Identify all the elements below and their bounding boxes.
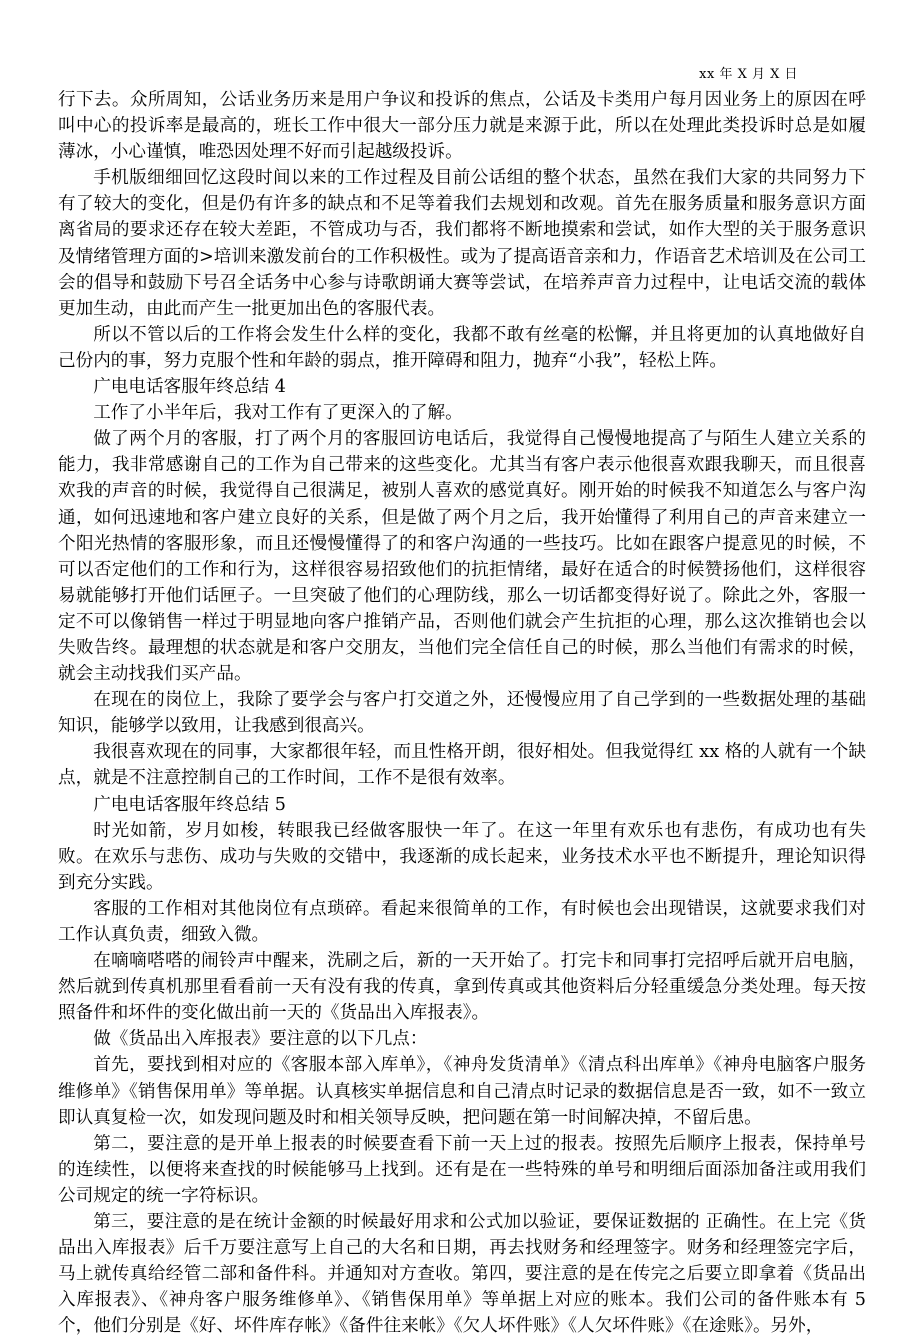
body-paragraph: 做了两个月的客服，打了两个月的客服回访电话后，我觉得自己慢慢地提高了与陌生人建立关系的能力，我非常感谢自己的工作为自己带来的这些变化。尤其当有客户表示他很喜欢跟我聊天，而且很喜欢我的声音的时候，我觉得自己很满足，被别人喜欢的感觉真好。刚开始的时候我不知道怎么与客户沟通，如何迅速地和客户建立良好的关系，但是做了两个月之后，我开始懂得了利用自己的声音来建立一个阳光热情的客服形象，而且还慢慢懂得了的和客户沟通的一些技巧。比如在跟客户提意见的时候，不可以否定他们的工作和行为，这样很容易招致他们的抗拒情绪，最好在适合的时候赞扬他们，这样很容易就能够打开他们话匣子。一旦突破了他们的心理防线，那么一切话都变得好说了。除此之外，客服一定不可以像销售一样过于明显地向客户推销产品，否则他们就会产生抗拒的心理，那么这次推销也会以失败告终。最理想的状态就是和客户交朋友，当他们完全信任自己的时候，那么当他们有需求的时候，就会主动找我们买产品。 bbox=[58, 429, 866, 685]
document-body bbox=[58, 87, 866, 1340]
body-paragraph: 手机版细细回忆这段时间以来的工作过程及目前公话组的整个状态，虽然在我们大家的共同努力下有了较大的变化，但是仍有许多的缺点和不足等着我们去规划和改观。首先在服务质量和服务意识方面离省局的要求还存在较大差距，不管成功与否，我们都将不断地摸索和尝试，如作大型的关于服务意识及情绪管理方面的>培训来激发前台的工作积极性。或为了提高语音亲和力，作语音艺术培训及在公司工会的倡导和鼓励下号召全话务中心参与诗歌朗诵大赛等尝试，在培养声音力过程中，让电话交流的载体更加生动，由此而产生一批更加出色的客服代表。 bbox=[58, 168, 866, 319]
body-paragraph: 所以不管以后的工作将会发生什么样的变化，我都不敢有丝毫的松懈，并且将更加的认真地做好自己份内的事，努力克服个性和年龄的弱点，推开障碍和阻力，抛弃“小我”，轻松上阵。 bbox=[58, 324, 866, 371]
body-paragraph: 时光如箭，岁月如梭，转眼我已经做客服快一年了。在这一年里有欢乐也有悲伤，有成功也有失败。在欢乐与悲伤、成功与失败的交错中，我逐渐的成长起来，业务技术水平也不断提升，理论知识得到充分实践。 bbox=[58, 820, 866, 893]
section-heading: 广电电话客服年终总结 5 bbox=[93, 794, 286, 815]
body-paragraph: 第二，要注意的是开单上报表的时候要查看下前一天上过的报表。按照先后顺序上报表，保持单号的连续性，以便将来查找的时候能够马上找到。还有是在一些特殊的单号和明细后面添加备注或用我们公司规定的统一字符标识。 bbox=[58, 1133, 866, 1206]
body-paragraph: 在现在的岗位上，我除了要学会与客户打交道之外，还慢慢应用了自己学到的一些数据处理的基础知识，能够学以致用，让我感到很高兴。 bbox=[58, 690, 866, 737]
body-paragraph: 行下去。众所周知，公话业务历来是用户争议和投诉的焦点，公话及卡类用户每月因业务上的原因在呼叫中心的投诉率是最高的，班长工作中很大一部分压力就是来源于此，所以在处理此类投诉时总是如履薄冰，小心谨慎，唯恐因处理不好而引起越级投诉。 bbox=[58, 90, 866, 163]
body-paragraph: 首先，要找到相对应的《客服本部入库单》，《神舟发货清单》《清点科出库单》《神舟电脑客户服务维修单》《销售保用单》等单据。认真核实单据信息和自己清点时记录的数据信息是否一致，如不一致立即认真复检一次，如发现问题及时和相关领导反映，把问题在第一时间解决掉，不留后患。 bbox=[58, 1055, 866, 1128]
body-paragraph: 客服的工作相对其他岗位有点琐碎。看起来很简单的工作，有时候也会出现错误，这就要求我们对工作认真负责，细致入微。 bbox=[58, 898, 866, 945]
body-paragraph: 做《货品出入库报表》要注意的以下几点： bbox=[93, 1029, 428, 1050]
body-paragraph: 在嘀嘀嗒嗒的闹铃声中醒来，洗刷之后，新的一天开始了。打完卡和同事打完招呼后就开启电脑，然后就到传真机那里看看前一天有没有我的传真，拿到传真或其他资料后分轻重缓急分类处理。每天按照备件和坏件的变化做出前一天的《货品出入库报表》。 bbox=[58, 951, 866, 1024]
body-paragraph: 工作了小半年后，我对工作有了更深入的了解。 bbox=[93, 403, 463, 424]
section-heading: 广电电话客服年终总结 4 bbox=[93, 377, 286, 398]
header-date: xx 年 X 月 X 日 bbox=[699, 67, 798, 82]
body-paragraph: 我很喜欢现在的同事，大家都很年轻，而且性格开朗，很好相处。但我觉得红 xx 格的人就有一个缺点，就是不注意控制自己的工作时间，工作不是很有效率。 bbox=[58, 742, 866, 789]
body-paragraph: 第三，要注意的是在统计金额的时候最好用求和公式加以验证，要保证数据的 正确性。在上完《货品出入库报表》后千万要注意写上自己的大名和日期，再去找财务和经理签字。财务和经理签完字后，马上就传真给经管二部和备件科。并通知对方查收。第四，要注意的是在传完之后要立即拿着《货品出入库报表》、《神舟客户服务维修单》、《销售保用单》等单据上对应的账本。我们公司的备件账本有 5 个，他们分别是《好、坏件库存帐》《备件往来帐》《欠人坏件账》《人欠坏件账》《在途账》。另外， bbox=[58, 1212, 866, 1337]
